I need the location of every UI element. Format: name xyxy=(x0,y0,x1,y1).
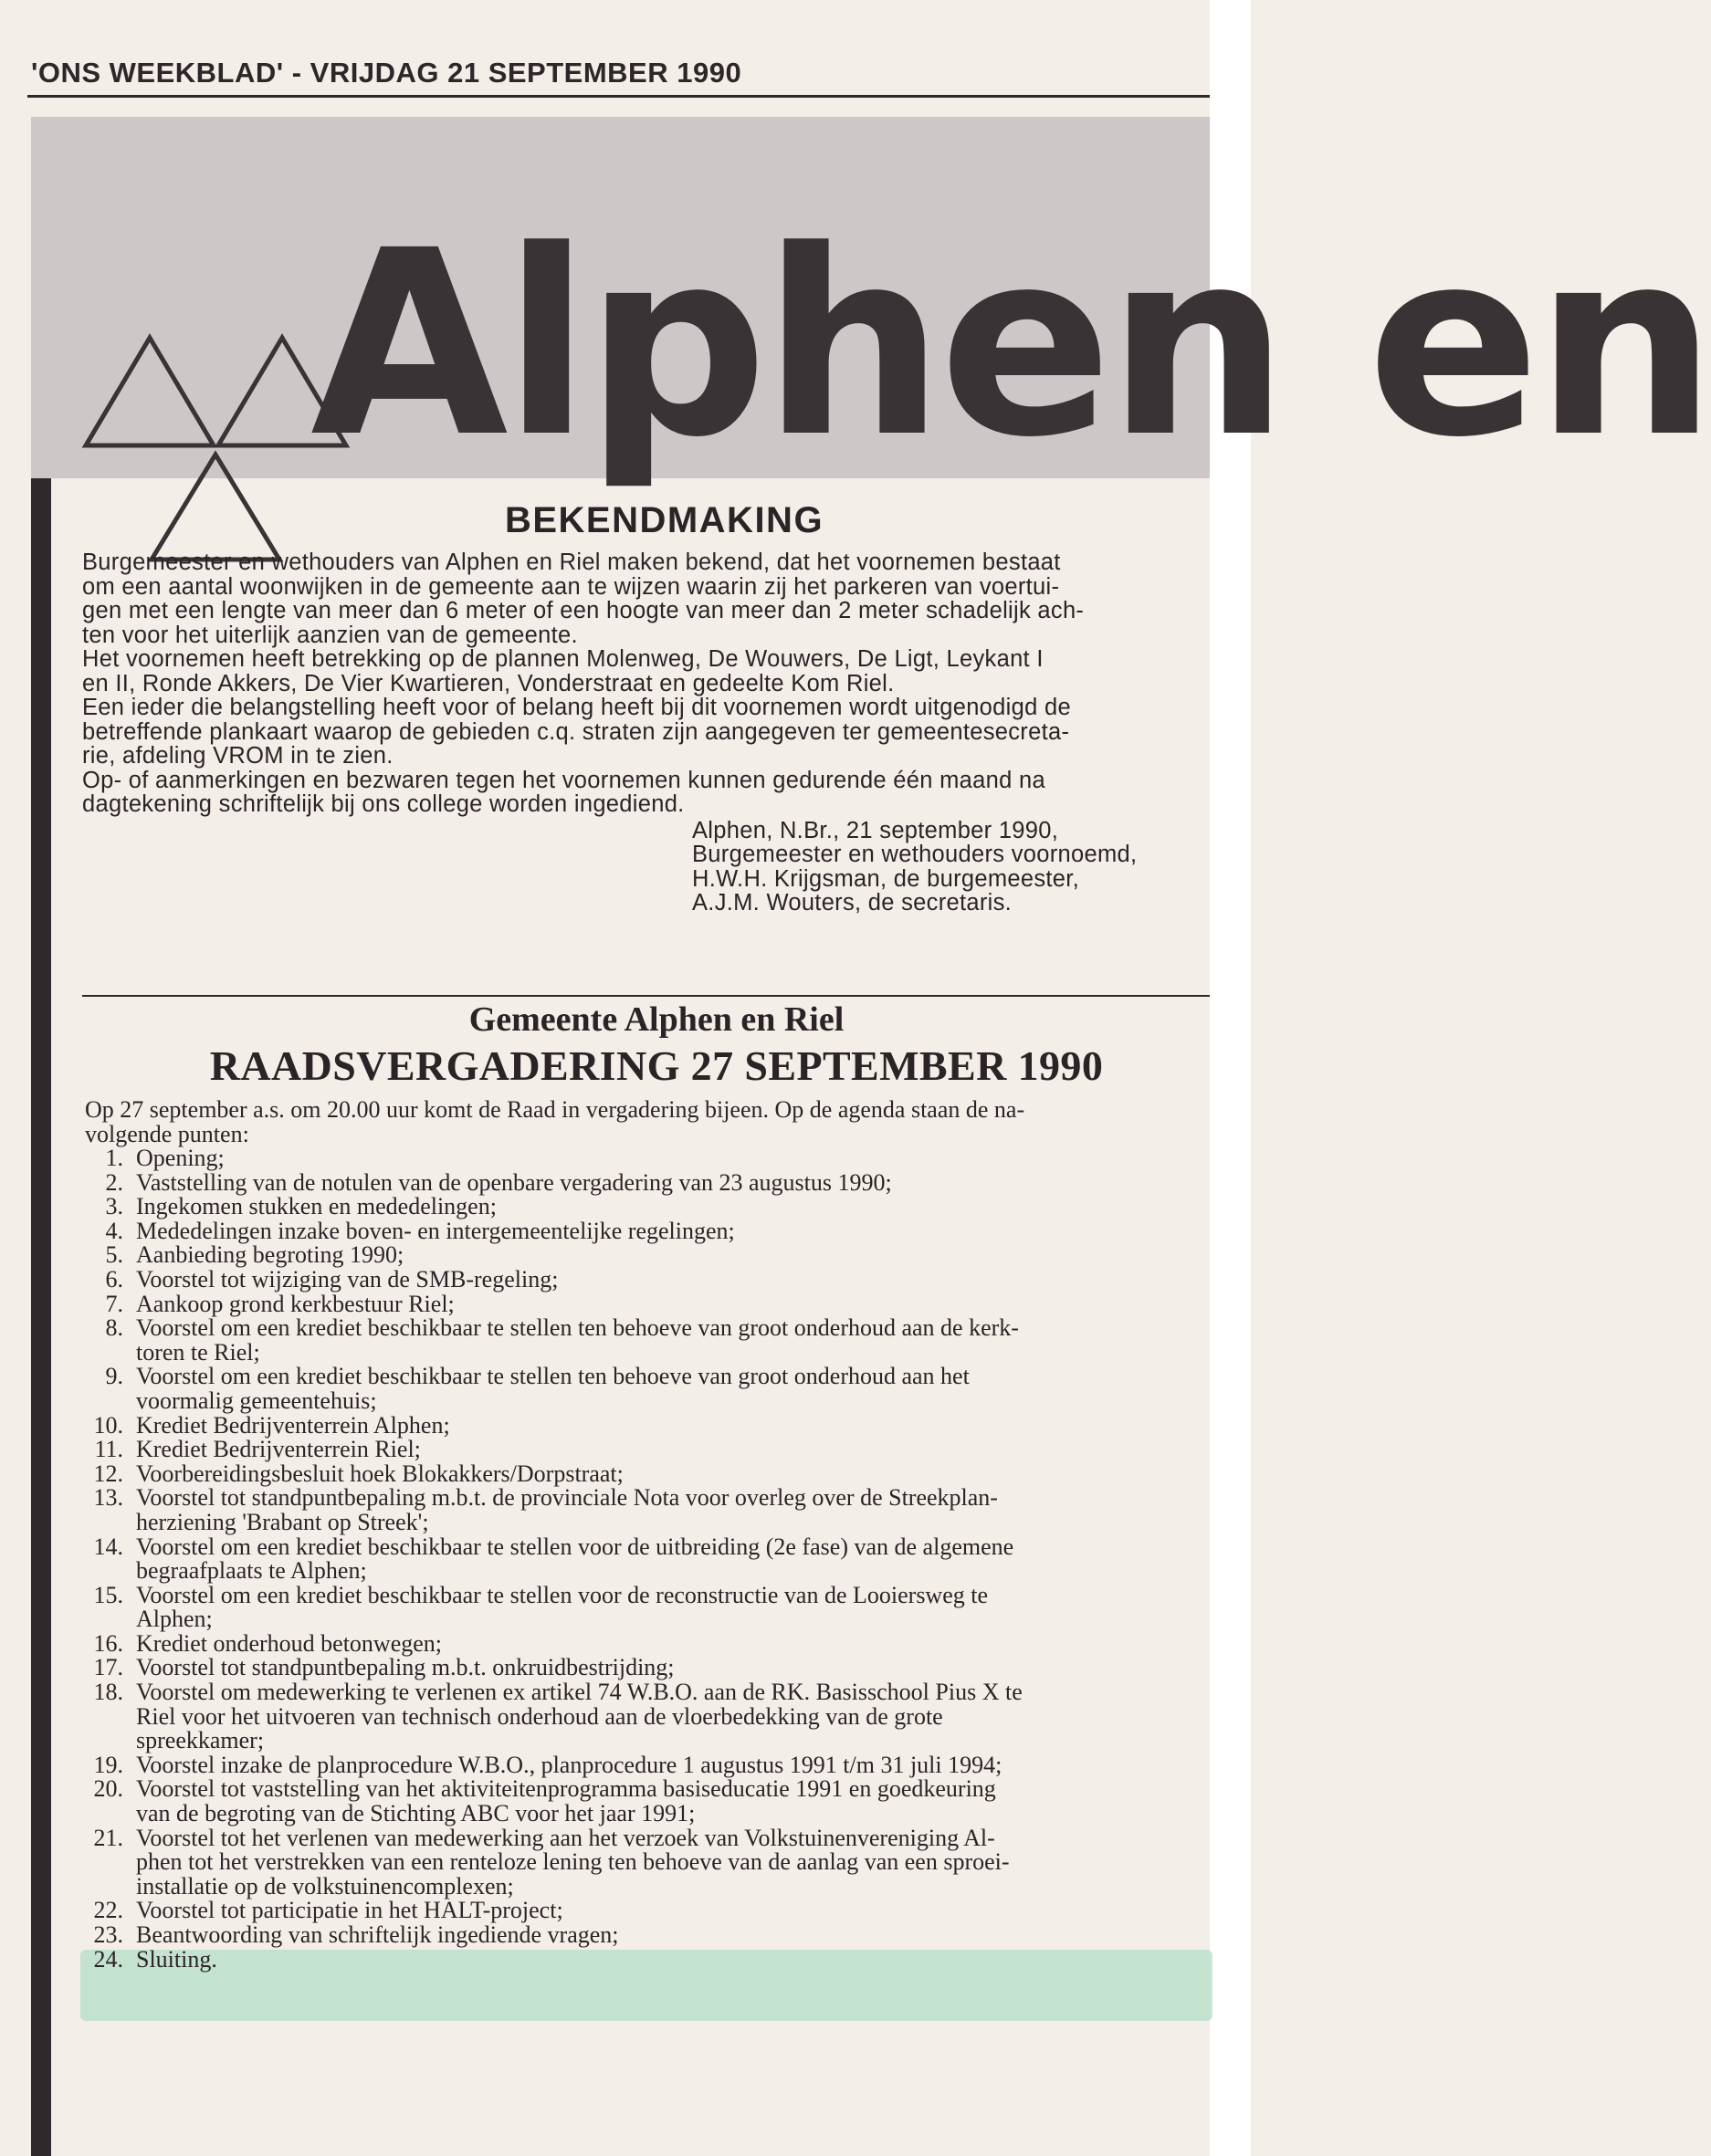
agenda-item-number: 14. xyxy=(93,1533,123,1560)
agenda-item xyxy=(85,1777,1210,1826)
agenda-item-number: 17. xyxy=(93,1654,123,1681)
agenda-item-number: 2. xyxy=(105,1168,123,1196)
agenda-item-text: Voorstel om een krediet beschikbaar te stellen voor de reconstructie van de Looiersweg te xyxy=(136,1581,989,1608)
agenda-item-text: Mededelingen inzake boven- en intergemeentelijke regelingen; xyxy=(136,1217,735,1244)
agenda-item xyxy=(85,1945,1210,1973)
agenda-item-text: Voorstel om medewerking te verlenen ex artikel 74 W.B.O. aan de RK. Basisschool Pius X te xyxy=(136,1679,1023,1706)
agenda-item-text: herziening 'Brabant op Streek'; xyxy=(136,1508,429,1535)
agenda-item-text: van de begroting van de Stichting ABC voor het jaar 1991; xyxy=(136,1800,696,1827)
agenda-item-text: Voorstel inzake de planprocedure W.B.O., planprocedure 1 augustus 1991 t/m 31 juli 1994; xyxy=(136,1751,1002,1778)
agenda-item-text: begraafplaats te Alphen; xyxy=(136,1557,367,1585)
agenda-item-text: spreekkamer; xyxy=(136,1727,265,1754)
agenda-item-text: Krediet Bedrijventerrein Alphen; xyxy=(136,1411,450,1439)
signature-line: Alphen, N.Br., 21 september 1990, xyxy=(692,817,1059,843)
agenda-item-number: 18. xyxy=(93,1679,123,1706)
notice-line: Het voornemen heeft betrekking op de plannen Molenweg, De Wouwers, De Ligt, Leykant I xyxy=(82,646,1044,672)
agenda-item-number: 7. xyxy=(105,1290,123,1317)
agenda-item xyxy=(85,1365,1210,1413)
notice-signature xyxy=(692,819,1210,916)
agenda-item-text: Ingekomen stukken en mededelingen; xyxy=(136,1193,497,1220)
meeting-subtitle: Gemeente Alphen en Riel xyxy=(468,1000,845,1039)
agenda-item xyxy=(85,1535,1210,1584)
notice-body xyxy=(82,550,1210,817)
notice-line: Een ieder die belangstelling heeft voor of belang heeft bij dit voornemen wordt uitgenodigd de xyxy=(82,695,1071,720)
agenda-item xyxy=(85,1923,1210,1948)
notice-line: en II, Ronde Akkers, De Vier Kwartieren, Vonderstraat en gedeelte Kom Riel. xyxy=(82,670,895,696)
notice-line: betreffende plankaart waarop de gebieden c.q. straten zijn aangegeven ter gemeentesecreta- xyxy=(82,718,1070,745)
agenda-item-number: 12. xyxy=(93,1460,123,1487)
agenda-item xyxy=(85,1168,1210,1196)
agenda-item-text: Voorstel tot standpuntbepaling m.b.t. de provinciale Nota voor overleg over de Streekplan- xyxy=(136,1484,998,1512)
notice-line: om een aantal woonwijken in de gemeente aan te wijzen waarin zij het parkeren van voertui- xyxy=(82,573,1060,600)
agenda-item xyxy=(85,1243,1210,1268)
agenda-item-number: 22. xyxy=(93,1897,123,1924)
masthead: 'ONS WEEKBLAD' - VRIJDAG 21 SEPTEMBER 1990 xyxy=(31,57,742,89)
agenda-item-text: Voorstel om een krediet beschikbaar te stellen ten behoeve van groot onderhoud aan de kerk- xyxy=(136,1314,1019,1342)
agenda-item-text: Riel voor het uitvoeren van technisch onderhoud aan de vloerbedekking van de grote xyxy=(136,1702,943,1730)
agenda-item-text: voormalig gemeentehuis; xyxy=(136,1387,377,1414)
agenda-item xyxy=(85,1826,1210,1900)
agenda-item-text: Beantwoording van schriftelijk ingediende vragen; xyxy=(136,1921,619,1948)
agenda-item xyxy=(85,1753,1210,1778)
agenda-item-text: Sluiting. xyxy=(136,1945,217,1973)
agenda-item-number: 23. xyxy=(93,1921,123,1948)
agenda-item-text: Opening; xyxy=(136,1145,225,1171)
agenda-item-number: 3. xyxy=(105,1193,123,1220)
agenda-item-text: Voorstel tot vaststelling van het aktiviteitenprogramma basiseducatie 1991 en goedkeuring xyxy=(136,1775,996,1803)
agenda-item-text: Voorstel tot het verlenen van medewerking aan het verzoek van Volkstuinenvereniging Al- xyxy=(136,1824,995,1851)
agenda-item xyxy=(85,1899,1210,1923)
agenda-item-text: Alphen; xyxy=(136,1606,213,1633)
notice-title: BEKENDMAKING xyxy=(504,500,824,540)
meeting-intro xyxy=(85,1097,1210,1146)
notice-section xyxy=(82,500,1210,916)
agenda-item-text: toren te Riel; xyxy=(136,1338,260,1366)
intro-line: volgende punten: xyxy=(85,1121,249,1147)
agenda-item-text: Krediet Bedrijventerrein Riel; xyxy=(136,1436,421,1463)
notice-line: dagtekening schriftelijk bij ons college worden ingediend. xyxy=(82,791,685,817)
agenda-item xyxy=(85,1656,1210,1680)
agenda-item-text: installatie op de volkstuinencomplexen; xyxy=(136,1872,514,1900)
banner-title: Alphen en xyxy=(310,196,1711,494)
agenda-item-text: phen tot het verstrekken van een renteloze lening ten behoeve van de aanlag van een sproei- xyxy=(136,1848,1010,1876)
left-border-bar xyxy=(31,478,51,2156)
agenda-item xyxy=(85,1290,1210,1317)
agenda-item xyxy=(85,1265,1210,1293)
agenda-item xyxy=(85,1680,1210,1753)
agenda-list xyxy=(85,1146,1210,1972)
agenda-item-number: 19. xyxy=(93,1751,123,1778)
agenda-item xyxy=(85,1195,1210,1219)
notice-line: ten voor het uiterlijk aanzien van de gemeente. xyxy=(82,622,578,648)
agenda-item-text: Aankoop grond kerkbestuur Riel; xyxy=(136,1290,455,1317)
agenda-item-text: Aanbieding begroting 1990; xyxy=(136,1241,404,1269)
masthead-rule xyxy=(27,95,1210,98)
signature-line: Burgemeester en wethouders voornoemd, xyxy=(692,842,1138,867)
agenda-item xyxy=(85,1486,1210,1534)
meeting-section xyxy=(85,997,1210,1972)
agenda-item-text: Voorstel tot participatie in het HALT-project; xyxy=(136,1897,563,1924)
agenda-item-text: Voorstel om een krediet beschikbaar te stellen ten behoeve van groot onderhoud aan het xyxy=(136,1363,970,1390)
agenda-item-text: Voorstel tot wijziging van de SMB-regeling; xyxy=(136,1265,559,1293)
agenda-item xyxy=(85,1316,1210,1365)
signature-line: A.J.M. Wouters, de secretaris. xyxy=(692,890,1013,916)
intro-line: Op 27 september a.s. om 20.00 uur komt de Raad in vergadering bijeen. Op de agenda staan de na- xyxy=(85,1096,1025,1123)
agenda-item-number: 20. xyxy=(93,1775,123,1803)
agenda-item-number: 4. xyxy=(105,1217,123,1244)
agenda-item-text: Vaststelling van de notulen van de openbare vergadering van 23 augustus 1990; xyxy=(136,1168,892,1196)
agenda-item-number: 1. xyxy=(105,1145,123,1171)
banner xyxy=(31,117,1711,494)
notice-line: gen met een lengte van meer dan 6 meter of een hoogte van meer dan 2 meter schadelijk ach- xyxy=(82,598,1085,623)
signature-line: H.W.H. Krijgsman, de burgemeester, xyxy=(692,865,1080,892)
agenda-item xyxy=(85,1462,1210,1487)
agenda-item-text: Voorstel om een krediet beschikbaar te stellen voor de uitbreiding (2e fase) van de algemene xyxy=(136,1533,1014,1560)
agenda-item-number: 11. xyxy=(94,1436,123,1463)
agenda-item-number: 24. xyxy=(93,1945,123,1973)
notice-line: Burgemeester en wethouders van Alphen en Riel maken bekend, dat het voornemen bestaat xyxy=(82,549,1061,575)
agenda-item xyxy=(85,1629,1210,1657)
agenda-item xyxy=(85,1146,1210,1171)
meeting-title: RAADSVERGADERING 27 SEPTEMBER 1990 xyxy=(209,1042,1104,1089)
agenda-item-number: 8. xyxy=(105,1314,123,1342)
agenda-item xyxy=(85,1438,1210,1462)
notice-line: Op- of aanmerkingen en bezwaren tegen het voornemen kunnen gedurende één maand na xyxy=(82,767,1045,793)
agenda-item xyxy=(85,1581,1210,1633)
notice-line: rie, afdeling VROM in te zien. xyxy=(82,743,394,769)
agenda-item-text: Voorbereidingsbesluit hoek Blokakkers/Dorpstraat; xyxy=(136,1460,624,1487)
agenda-item-number: 10. xyxy=(93,1411,123,1439)
agenda-item-number: 6. xyxy=(105,1265,123,1293)
agenda-item-text: Krediet onderhoud betonwegen; xyxy=(136,1629,443,1657)
agenda-item-number: 13. xyxy=(93,1484,123,1512)
agenda-item xyxy=(85,1219,1210,1244)
agenda-item xyxy=(85,1411,1210,1439)
agenda-item-number: 16. xyxy=(93,1629,123,1657)
agenda-item-number: 9. xyxy=(105,1363,123,1390)
agenda-item-text: Voorstel tot standpuntbepaling m.b.t. onkruidbestrijding; xyxy=(136,1654,675,1681)
agenda-item-number: 21. xyxy=(93,1824,123,1851)
agenda-item-number: 5. xyxy=(105,1241,123,1269)
agenda-item-number: 15. xyxy=(93,1581,123,1608)
